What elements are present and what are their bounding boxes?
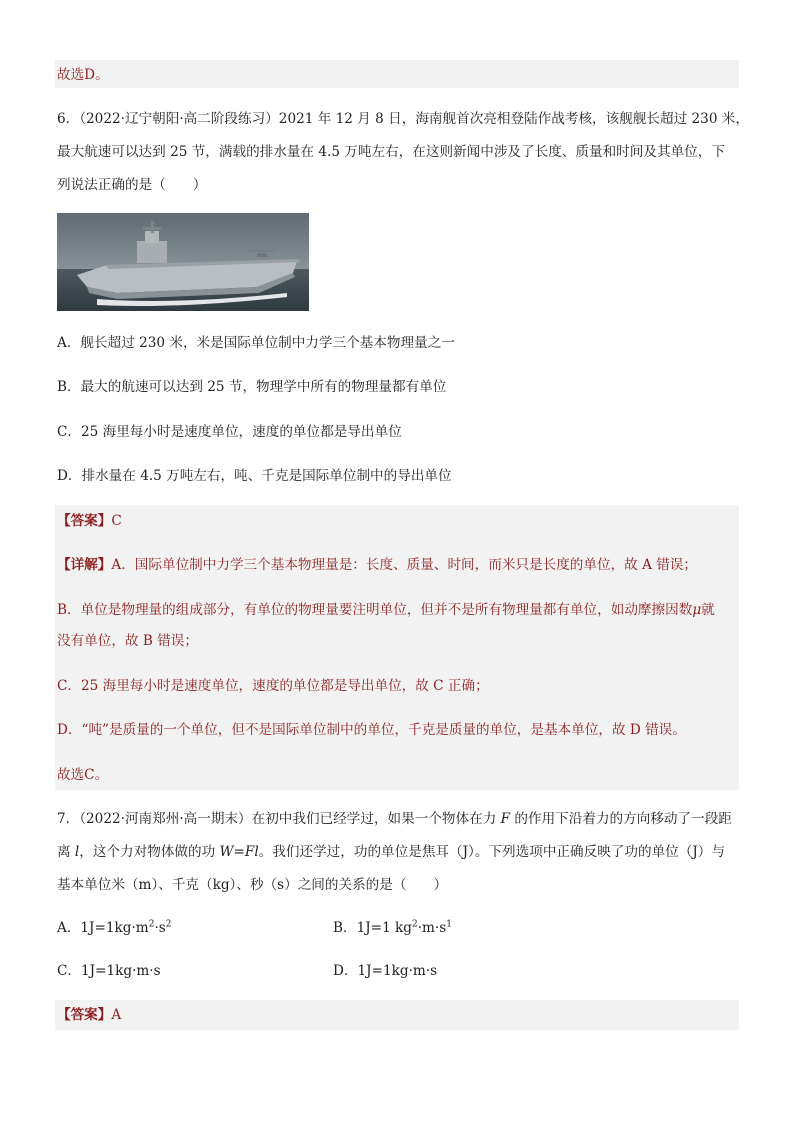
q7-option-text: ·s: [154, 920, 166, 936]
answer-value: A: [111, 1007, 122, 1023]
q7-option-b: [333, 919, 452, 937]
superscript: 2: [148, 919, 155, 930]
q7-option-text: ·m·s: [417, 920, 447, 936]
q6-option-c: C．25 海里每小时是速度单位，速度的单位都是导出单位: [57, 424, 402, 440]
q6-answer: [57, 512, 122, 530]
q6-detail-d: D．“吨”是质量的一个单位，但不是国际单位制中的单位，千克是质量的单位，是基本单位，故 D 错误。: [57, 722, 686, 738]
q7-answer: [57, 1006, 121, 1024]
q6-detail-b1: [57, 601, 715, 619]
q6-stem-line3: 列说法正确的是（ ）: [57, 177, 207, 193]
q7-text: ，这个力对物体做的功: [79, 844, 220, 860]
q7-text: 。我们还学过，功的单位是焦耳（J）。下列选项中正确反映了功的单位（J）与: [258, 844, 725, 860]
q6-conclusion: 故选C。: [57, 767, 109, 783]
distance-symbol: l: [74, 844, 80, 860]
detail-b-tail: 就: [701, 602, 715, 618]
q7-stem-line1: [57, 810, 732, 828]
prev-conclusion: 故选D。: [57, 67, 109, 83]
answer-label: 【答案】: [57, 1007, 112, 1023]
q7-option-c: C．1J=1kg·m·s: [57, 963, 161, 979]
detail-b-text: B．单位是物理量的组成部分，有单位的物理量要注明单位，但并不是所有物理量都有单位，如动摩擦因数: [57, 602, 693, 618]
q7-text: 7．（2022·河南郑州·高一期末）在初中我们已经学过，如果一个物体在力: [57, 811, 501, 827]
q7-option-text: A．1J=1kg·m: [57, 920, 149, 936]
answer-value: C: [111, 513, 122, 529]
detail-a-text: A．国际单位制中力学三个基本物理量是：长度、质量、时间，而米只是长度的单位，故 A 错误；: [111, 557, 697, 573]
prev-answer-box: [55, 60, 739, 88]
mu-symbol: μ: [692, 602, 702, 618]
q6-stem-line1: 6．（2022·辽宁朝阳·高二阶段练习）2021 年 12 月 8 日，海南舰首次亮相登陆作战考核，该舰舰长超过 230 米，: [57, 111, 749, 127]
q6-option-a: A．舰长超过 230 米，米是国际单位制中力学三个基本物理量之一: [57, 335, 455, 351]
force-symbol: F: [500, 811, 511, 827]
q6-detail-b2: 没有单位，故 B 错误；: [57, 633, 198, 649]
q6-option-b: B．最大的航速可以达到 25 节，物理学中所有的物理量都有单位: [57, 379, 447, 395]
q7-stem-line3: 基本单位米（m）、千克（kg）、秒（s）之间的关系的是（ ）: [57, 877, 448, 893]
q7-option-text: B．1J=1 kg: [333, 920, 412, 936]
q6-stem-line2: 最大航速可以达到 25 节，满载的排水量在 4.5 万吨左右，在这则新闻中涉及了长度、质量和时间及其单位，下: [57, 144, 725, 160]
answer-label: 【答案】: [57, 513, 112, 529]
q7-stem-line2: [57, 843, 725, 861]
q6-detail-a: [57, 556, 697, 574]
work-equation: W=Fl: [219, 844, 259, 860]
q7-text: 离: [57, 844, 75, 860]
q7-option-a: [57, 919, 171, 937]
q6-option-d: D．排水量在 4.5 万吨左右，吨、千克是国际单位制中的导出单位: [57, 468, 452, 484]
superscript: 2: [165, 919, 172, 930]
superscript: 1: [446, 919, 452, 930]
detail-label: 【详解】: [57, 557, 112, 573]
ship-photo: [57, 213, 309, 311]
q7-answer-box: [55, 1000, 739, 1030]
q7-text: 的作用下沿着力的方向移动了一段距: [510, 811, 732, 827]
q7-option-d: D．1J=1kg·m·s: [333, 963, 438, 979]
q6-detail-c: C．25 海里每小时是速度单位，速度的单位都是导出单位，故 C 正确；: [57, 678, 489, 694]
superscript: 2: [411, 919, 418, 930]
